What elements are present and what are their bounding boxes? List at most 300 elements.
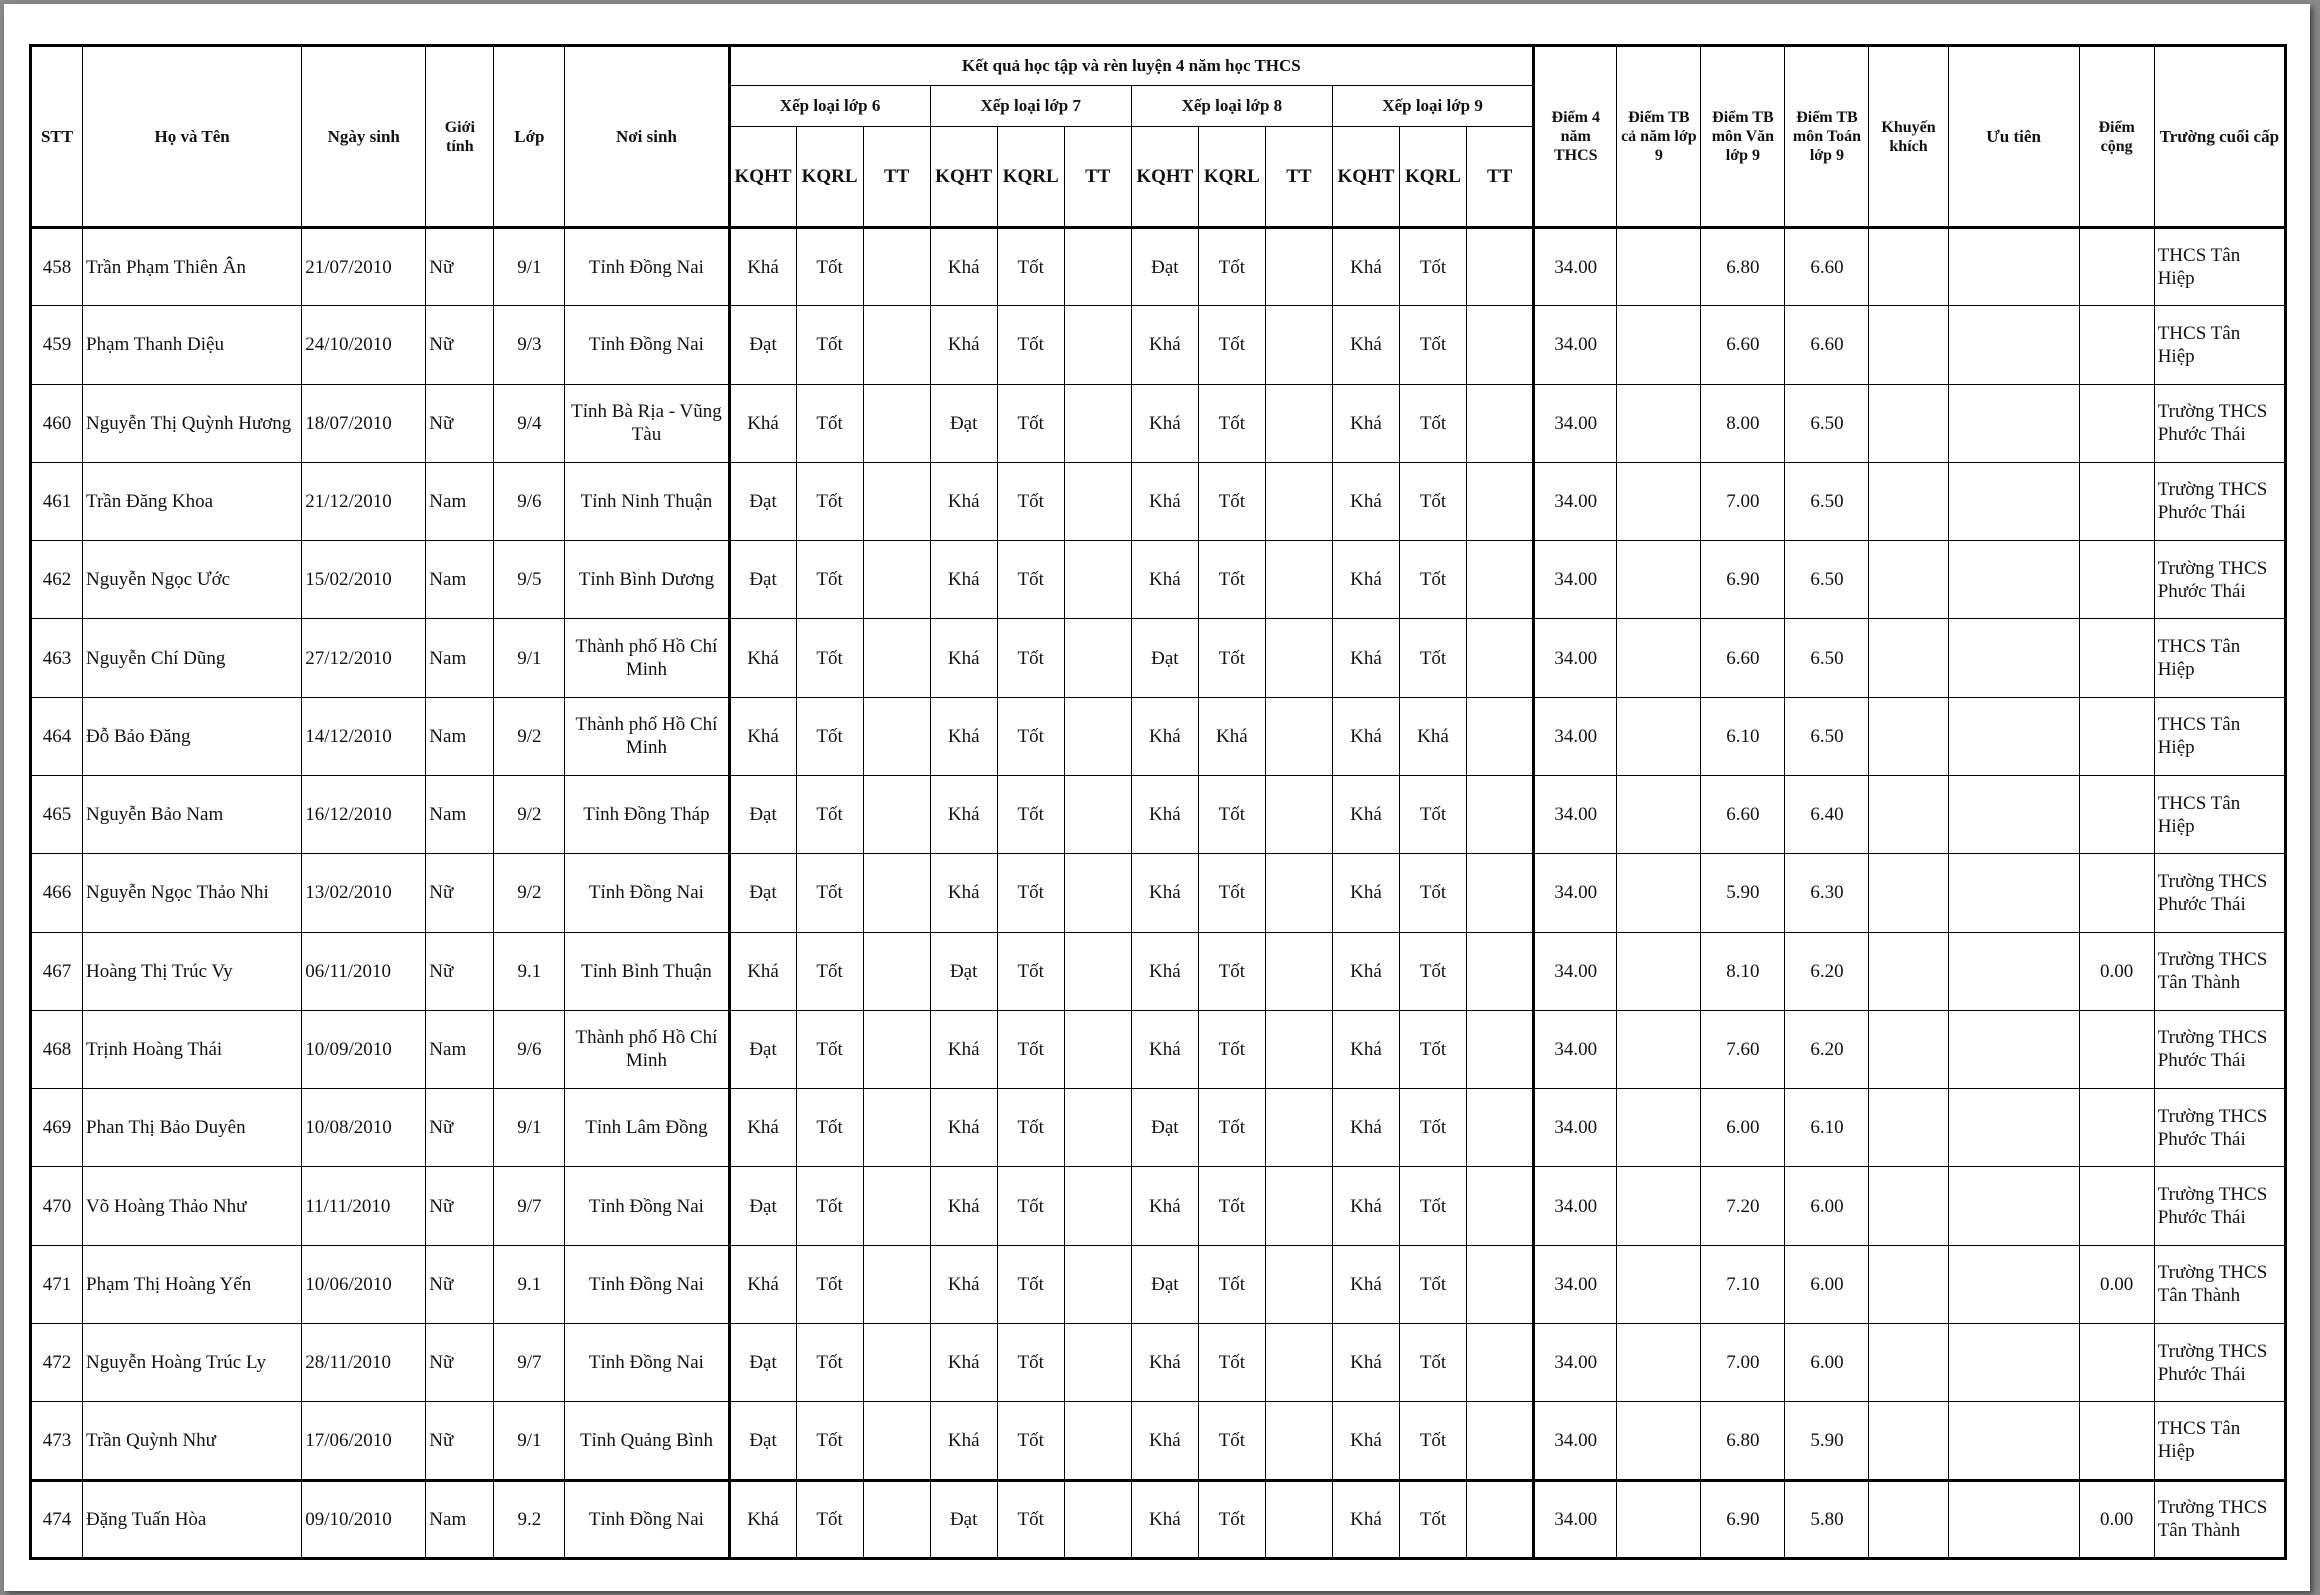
stt-cell: 468: [31, 1010, 83, 1088]
diem-tb-cell: [1617, 1010, 1701, 1088]
table-row: [31, 619, 2286, 697]
van-cell: 6.90: [1701, 541, 1785, 619]
diem4-cell: 34.00: [1534, 1245, 1617, 1323]
diem-tb-cell: [1617, 1167, 1701, 1245]
van-cell: 6.60: [1701, 306, 1785, 384]
table-row: [31, 1245, 2286, 1323]
g7-kqht-cell: Đạt: [930, 384, 997, 462]
g7-kqrl-cell: Tốt: [997, 1323, 1064, 1401]
table-row: [31, 854, 2286, 932]
diem-tb-cell: [1617, 854, 1701, 932]
g7-kqrl-cell: Tốt: [997, 697, 1064, 775]
diem-tb-cell: [1617, 541, 1701, 619]
g7-tt-cell: [1064, 619, 1131, 697]
diem4-cell: 34.00: [1534, 1480, 1617, 1559]
g9-kqrl-cell: Tốt: [1399, 619, 1466, 697]
g7-kqht-cell: Khá: [930, 854, 997, 932]
table-row: [31, 306, 2286, 384]
g9-tt-cell: [1467, 1402, 1534, 1480]
g6-kqht-cell: Khá: [729, 1480, 796, 1559]
g6-kqht-cell: Đạt: [729, 1402, 796, 1480]
header-kqht: KQHT: [1131, 127, 1198, 228]
g6-tt-cell: [863, 1480, 930, 1559]
name-cell: Nguyễn Ngọc Thảo Nhi: [83, 854, 302, 932]
g9-kqht-cell: Khá: [1332, 1010, 1399, 1088]
g9-kqht-cell: Khá: [1332, 619, 1399, 697]
class-cell: 9/7: [494, 1167, 565, 1245]
khuyen-khich-cell: [1869, 1245, 1948, 1323]
g8-kqrl-cell: Tốt: [1198, 541, 1265, 619]
class-cell: 9/3: [494, 306, 565, 384]
name-cell: Nguyễn Chí Dũng: [83, 619, 302, 697]
van-cell: 5.90: [1701, 854, 1785, 932]
uu-tien-cell: [1948, 384, 2079, 462]
g8-kqrl-cell: Tốt: [1198, 1089, 1265, 1167]
header-xep-loai-9: Xếp loại lớp 9: [1332, 86, 1533, 127]
g9-kqht-cell: Khá: [1332, 306, 1399, 384]
school-cell: Trường THCS Phước Thái: [2154, 462, 2285, 540]
g9-kqht-cell: Khá: [1332, 697, 1399, 775]
g6-tt-cell: [863, 697, 930, 775]
g8-tt-cell: [1265, 1245, 1332, 1323]
g6-tt-cell: [863, 854, 930, 932]
g9-tt-cell: [1467, 619, 1534, 697]
toan-cell: 6.60: [1785, 228, 1869, 306]
school-cell: Trường THCS Phước Thái: [2154, 854, 2285, 932]
school-cell: THCS Tân Hiệp: [2154, 306, 2285, 384]
g9-tt-cell: [1467, 306, 1534, 384]
diem4-cell: 34.00: [1534, 1089, 1617, 1167]
khuyen-khich-cell: [1869, 306, 1948, 384]
gender-cell: Nam: [426, 541, 494, 619]
g6-kqht-cell: Khá: [729, 1089, 796, 1167]
g9-tt-cell: [1467, 1167, 1534, 1245]
birthplace-cell: Tỉnh Bình Dương: [565, 541, 729, 619]
dob-cell: 16/12/2010: [302, 775, 426, 853]
name-cell: Hoàng Thị Trúc Vy: [83, 932, 302, 1010]
dob-cell: 15/02/2010: [302, 541, 426, 619]
diem-tb-cell: [1617, 462, 1701, 540]
header-kqht: KQHT: [930, 127, 997, 228]
diem4-cell: 34.00: [1534, 384, 1617, 462]
khuyen-khich-cell: [1869, 1010, 1948, 1088]
header-truong: Trường cuối cấp: [2154, 46, 2285, 228]
g6-tt-cell: [863, 228, 930, 306]
g9-tt-cell: [1467, 1010, 1534, 1088]
g7-kqht-cell: Khá: [930, 775, 997, 853]
khuyen-khich-cell: [1869, 1089, 1948, 1167]
g7-tt-cell: [1064, 541, 1131, 619]
g8-kqht-cell: Khá: [1131, 384, 1198, 462]
g9-tt-cell: [1467, 384, 1534, 462]
header-kqrl: KQRL: [796, 127, 863, 228]
van-cell: 7.20: [1701, 1167, 1785, 1245]
g7-kqht-cell: Khá: [930, 541, 997, 619]
header-uu-tien: Ưu tiên: [1948, 46, 2079, 228]
diem4-cell: 34.00: [1534, 932, 1617, 1010]
khuyen-khich-cell: [1869, 619, 1948, 697]
g7-kqrl-cell: Tốt: [997, 462, 1064, 540]
dob-cell: 17/06/2010: [302, 1402, 426, 1480]
uu-tien-cell: [1948, 306, 2079, 384]
g8-kqht-cell: Khá: [1131, 1480, 1198, 1559]
g9-kqrl-cell: Tốt: [1399, 1402, 1466, 1480]
birthplace-cell: Tỉnh Bình Thuận: [565, 932, 729, 1010]
gender-cell: Nam: [426, 775, 494, 853]
diem-cong-cell: [2079, 697, 2154, 775]
g9-tt-cell: [1467, 541, 1534, 619]
diem-cong-cell: [2079, 1089, 2154, 1167]
g9-kqht-cell: Khá: [1332, 228, 1399, 306]
khuyen-khich-cell: [1869, 932, 1948, 1010]
diem-cong-cell: [2079, 228, 2154, 306]
birthplace-cell: Tỉnh Đồng Nai: [565, 1245, 729, 1323]
khuyen-khich-cell: [1869, 462, 1948, 540]
table-row: [31, 1323, 2286, 1401]
g7-tt-cell: [1064, 775, 1131, 853]
class-cell: 9/4: [494, 384, 565, 462]
class-cell: 9/6: [494, 462, 565, 540]
g7-kqrl-cell: Tốt: [997, 541, 1064, 619]
g8-tt-cell: [1265, 1167, 1332, 1245]
name-cell: Phan Thị Bảo Duyên: [83, 1089, 302, 1167]
class-cell: 9.2: [494, 1480, 565, 1559]
stt-cell: 465: [31, 775, 83, 853]
g8-tt-cell: [1265, 775, 1332, 853]
stt-cell: 466: [31, 854, 83, 932]
g9-kqht-cell: Khá: [1332, 1402, 1399, 1480]
class-cell: 9/2: [494, 854, 565, 932]
toan-cell: 6.50: [1785, 384, 1869, 462]
g6-kqrl-cell: Tốt: [796, 228, 863, 306]
g6-kqrl-cell: Tốt: [796, 1480, 863, 1559]
g7-kqht-cell: Khá: [930, 462, 997, 540]
g7-kqrl-cell: Tốt: [997, 1167, 1064, 1245]
diem4-cell: 34.00: [1534, 854, 1617, 932]
header-gioi-tinh: Giới tính: [426, 46, 494, 228]
uu-tien-cell: [1948, 932, 2079, 1010]
diem-tb-cell: [1617, 775, 1701, 853]
dob-cell: 06/11/2010: [302, 932, 426, 1010]
g9-kqht-cell: Khá: [1332, 384, 1399, 462]
g8-tt-cell: [1265, 932, 1332, 1010]
g9-kqrl-cell: Tốt: [1399, 1480, 1466, 1559]
uu-tien-cell: [1948, 697, 2079, 775]
uu-tien-cell: [1948, 1245, 2079, 1323]
g8-kqht-cell: Đạt: [1131, 619, 1198, 697]
stt-cell: 473: [31, 1402, 83, 1480]
header-kqrl: KQRL: [1198, 127, 1265, 228]
header-ket-qua: Kết quả học tập và rèn luyện 4 năm học THCS: [729, 46, 1534, 86]
van-cell: 7.60: [1701, 1010, 1785, 1088]
van-cell: 6.00: [1701, 1089, 1785, 1167]
g7-tt-cell: [1064, 932, 1131, 1010]
header-diem-tb-ca-nam: Điểm TB cả năm lớp 9: [1617, 46, 1701, 228]
g7-kqht-cell: Khá: [930, 228, 997, 306]
name-cell: Phạm Thanh Diệu: [83, 306, 302, 384]
khuyen-khich-cell: [1869, 1323, 1948, 1401]
gender-cell: Nữ: [426, 932, 494, 1010]
dob-cell: 13/02/2010: [302, 854, 426, 932]
g8-tt-cell: [1265, 619, 1332, 697]
toan-cell: 6.00: [1785, 1323, 1869, 1401]
van-cell: 6.80: [1701, 1402, 1785, 1480]
diem-tb-cell: [1617, 384, 1701, 462]
g6-tt-cell: [863, 932, 930, 1010]
diem-tb-cell: [1617, 1089, 1701, 1167]
uu-tien-cell: [1948, 775, 2079, 853]
g8-kqht-cell: Đạt: [1131, 1245, 1198, 1323]
diem-cong-cell: [2079, 541, 2154, 619]
birthplace-cell: Thành phố Hồ Chí Minh: [565, 1010, 729, 1088]
gender-cell: Nữ: [426, 1167, 494, 1245]
g8-kqrl-cell: Tốt: [1198, 932, 1265, 1010]
g8-kqht-cell: Khá: [1131, 462, 1198, 540]
g6-kqrl-cell: Tốt: [796, 541, 863, 619]
g6-kqht-cell: Khá: [729, 1245, 796, 1323]
g7-tt-cell: [1064, 1245, 1131, 1323]
g7-kqht-cell: Khá: [930, 1245, 997, 1323]
g8-tt-cell: [1265, 462, 1332, 540]
dob-cell: 28/11/2010: [302, 1323, 426, 1401]
g6-kqrl-cell: Tốt: [796, 932, 863, 1010]
table-row: [31, 384, 2286, 462]
g7-kqrl-cell: Tốt: [997, 1245, 1064, 1323]
gender-cell: Nữ: [426, 384, 494, 462]
g9-kqrl-cell: Tốt: [1399, 306, 1466, 384]
diem-tb-cell: [1617, 1323, 1701, 1401]
g9-tt-cell: [1467, 1323, 1534, 1401]
g7-kqht-cell: Khá: [930, 1167, 997, 1245]
g6-tt-cell: [863, 306, 930, 384]
gender-cell: Nữ: [426, 228, 494, 306]
g6-kqht-cell: Khá: [729, 932, 796, 1010]
birthplace-cell: Thành phố Hồ Chí Minh: [565, 697, 729, 775]
g6-kqrl-cell: Tốt: [796, 1402, 863, 1480]
header-kqrl: KQRL: [1399, 127, 1466, 228]
g8-kqht-cell: Đạt: [1131, 228, 1198, 306]
class-cell: 9.1: [494, 932, 565, 1010]
g6-kqrl-cell: Tốt: [796, 775, 863, 853]
g7-kqht-cell: Khá: [930, 1010, 997, 1088]
g7-kqrl-cell: Tốt: [997, 932, 1064, 1010]
g8-kqht-cell: Khá: [1131, 932, 1198, 1010]
g9-kqrl-cell: Tốt: [1399, 932, 1466, 1010]
g9-tt-cell: [1467, 462, 1534, 540]
school-cell: THCS Tân Hiệp: [2154, 1402, 2285, 1480]
van-cell: 7.00: [1701, 462, 1785, 540]
toan-cell: 6.30: [1785, 854, 1869, 932]
g9-kqrl-cell: Tốt: [1399, 1245, 1466, 1323]
uu-tien-cell: [1948, 228, 2079, 306]
g8-kqrl-cell: Tốt: [1198, 1245, 1265, 1323]
g6-kqht-cell: Đạt: [729, 462, 796, 540]
g6-kqrl-cell: Tốt: [796, 1323, 863, 1401]
g7-kqrl-cell: Tốt: [997, 1480, 1064, 1559]
name-cell: Đỗ Bảo Đăng: [83, 697, 302, 775]
class-cell: 9/1: [494, 619, 565, 697]
toan-cell: 6.00: [1785, 1245, 1869, 1323]
diem4-cell: 34.00: [1534, 619, 1617, 697]
stt-cell: 458: [31, 228, 83, 306]
school-cell: Trường THCS Tân Thành: [2154, 1245, 2285, 1323]
g7-kqrl-cell: Tốt: [997, 1402, 1064, 1480]
birthplace-cell: Tỉnh Đồng Nai: [565, 1480, 729, 1559]
diem4-cell: 34.00: [1534, 462, 1617, 540]
g6-tt-cell: [863, 384, 930, 462]
g8-kqht-cell: Khá: [1131, 306, 1198, 384]
g6-kqrl-cell: Tốt: [796, 306, 863, 384]
dob-cell: 14/12/2010: [302, 697, 426, 775]
toan-cell: 6.50: [1785, 619, 1869, 697]
name-cell: Nguyễn Ngọc Ước: [83, 541, 302, 619]
table-header: [31, 46, 2286, 228]
khuyen-khich-cell: [1869, 1167, 1948, 1245]
g6-kqht-cell: Đạt: [729, 775, 796, 853]
table-row: [31, 775, 2286, 853]
g8-kqrl-cell: Tốt: [1198, 1323, 1265, 1401]
g8-kqht-cell: Khá: [1131, 854, 1198, 932]
header-noi-sinh: Nơi sinh: [565, 46, 729, 228]
school-cell: Trường THCS Tân Thành: [2154, 932, 2285, 1010]
g8-kqrl-cell: Tốt: [1198, 384, 1265, 462]
g9-kqht-cell: Khá: [1332, 1323, 1399, 1401]
g6-kqht-cell: Đạt: [729, 306, 796, 384]
header-xep-loai-6: Xếp loại lớp 6: [729, 86, 930, 127]
g7-kqrl-cell: Tốt: [997, 1010, 1064, 1088]
toan-cell: 6.50: [1785, 697, 1869, 775]
diem-cong-cell: [2079, 854, 2154, 932]
diem-cong-cell: [2079, 1167, 2154, 1245]
stt-cell: 463: [31, 619, 83, 697]
g8-kqrl-cell: Tốt: [1198, 228, 1265, 306]
g8-tt-cell: [1265, 541, 1332, 619]
van-cell: 8.00: [1701, 384, 1785, 462]
toan-cell: 5.90: [1785, 1402, 1869, 1480]
g9-tt-cell: [1467, 228, 1534, 306]
van-cell: 6.80: [1701, 228, 1785, 306]
header-ngay-sinh: Ngày sinh: [302, 46, 426, 228]
g7-tt-cell: [1064, 854, 1131, 932]
g6-tt-cell: [863, 1323, 930, 1401]
diem4-cell: 34.00: [1534, 228, 1617, 306]
g6-tt-cell: [863, 541, 930, 619]
g8-kqht-cell: Khá: [1131, 1402, 1198, 1480]
toan-cell: 5.80: [1785, 1480, 1869, 1559]
g7-kqrl-cell: Tốt: [997, 619, 1064, 697]
g7-tt-cell: [1064, 1323, 1131, 1401]
g7-kqht-cell: Đạt: [930, 932, 997, 1010]
diem4-cell: 34.00: [1534, 1402, 1617, 1480]
van-cell: 6.60: [1701, 775, 1785, 853]
g9-kqrl-cell: Tốt: [1399, 775, 1466, 853]
class-cell: 9/7: [494, 1323, 565, 1401]
diem4-cell: 34.00: [1534, 1010, 1617, 1088]
g8-kqrl-cell: Tốt: [1198, 306, 1265, 384]
g7-kqrl-cell: Tốt: [997, 775, 1064, 853]
g8-kqrl-cell: Tốt: [1198, 1010, 1265, 1088]
stt-cell: 472: [31, 1323, 83, 1401]
g6-tt-cell: [863, 462, 930, 540]
g8-tt-cell: [1265, 1010, 1332, 1088]
g9-kqht-cell: Khá: [1332, 775, 1399, 853]
g9-kqrl-cell: Tốt: [1399, 462, 1466, 540]
name-cell: Nguyễn Thị Quỳnh Hương: [83, 384, 302, 462]
g6-kqht-cell: Đạt: [729, 854, 796, 932]
diem-cong-cell: [2079, 306, 2154, 384]
diem4-cell: 34.00: [1534, 697, 1617, 775]
stt-cell: 469: [31, 1089, 83, 1167]
g8-kqrl-cell: Tốt: [1198, 1402, 1265, 1480]
table-row: [31, 462, 2286, 540]
diem-cong-cell: [2079, 775, 2154, 853]
van-cell: 6.60: [1701, 619, 1785, 697]
g6-kqrl-cell: Tốt: [796, 1167, 863, 1245]
g7-tt-cell: [1064, 1089, 1131, 1167]
uu-tien-cell: [1948, 1402, 2079, 1480]
g8-kqrl-cell: Tốt: [1198, 1167, 1265, 1245]
gender-cell: Nữ: [426, 306, 494, 384]
stt-cell: 474: [31, 1480, 83, 1559]
table-row: [31, 932, 2286, 1010]
toan-cell: 6.00: [1785, 1167, 1869, 1245]
header-xep-loai-7: Xếp loại lớp 7: [930, 86, 1131, 127]
g7-kqrl-cell: Tốt: [997, 306, 1064, 384]
diem-tb-cell: [1617, 619, 1701, 697]
diem-cong-cell: [2079, 1323, 2154, 1401]
name-cell: Nguyễn Bảo Nam: [83, 775, 302, 853]
g6-tt-cell: [863, 619, 930, 697]
dob-cell: 27/12/2010: [302, 619, 426, 697]
toan-cell: 6.20: [1785, 1010, 1869, 1088]
stt-cell: 470: [31, 1167, 83, 1245]
uu-tien-cell: [1948, 1010, 2079, 1088]
dob-cell: 21/12/2010: [302, 462, 426, 540]
uu-tien-cell: [1948, 854, 2079, 932]
table-row: [31, 1167, 2286, 1245]
header-kqht: KQHT: [1332, 127, 1399, 228]
dob-cell: 10/09/2010: [302, 1010, 426, 1088]
gender-cell: Nam: [426, 619, 494, 697]
diem-tb-cell: [1617, 306, 1701, 384]
g6-kqht-cell: Đạt: [729, 1167, 796, 1245]
van-cell: 8.10: [1701, 932, 1785, 1010]
g6-kqrl-cell: Tốt: [796, 697, 863, 775]
toan-cell: 6.40: [1785, 775, 1869, 853]
birthplace-cell: Tỉnh Quảng Bình: [565, 1402, 729, 1480]
g9-kqht-cell: Khá: [1332, 1089, 1399, 1167]
g8-tt-cell: [1265, 384, 1332, 462]
gender-cell: Nam: [426, 697, 494, 775]
g7-tt-cell: [1064, 306, 1131, 384]
school-cell: Trường THCS Phước Thái: [2154, 1010, 2285, 1088]
g8-tt-cell: [1265, 228, 1332, 306]
g9-tt-cell: [1467, 775, 1534, 853]
g9-kqht-cell: Khá: [1332, 932, 1399, 1010]
header-diem-tb-van: Điểm TB môn Văn lớp 9: [1701, 46, 1785, 228]
diem-cong-cell: [2079, 1402, 2154, 1480]
g9-kqrl-cell: Tốt: [1399, 1010, 1466, 1088]
g9-kqrl-cell: Tốt: [1399, 1323, 1466, 1401]
g6-kqrl-cell: Tốt: [796, 1089, 863, 1167]
gender-cell: Nam: [426, 462, 494, 540]
school-cell: Trường THCS Tân Thành: [2154, 1480, 2285, 1559]
dob-cell: 24/10/2010: [302, 306, 426, 384]
g6-kqht-cell: Khá: [729, 384, 796, 462]
gender-cell: Nữ: [426, 1323, 494, 1401]
g8-tt-cell: [1265, 854, 1332, 932]
header-tt: TT: [1064, 127, 1131, 228]
